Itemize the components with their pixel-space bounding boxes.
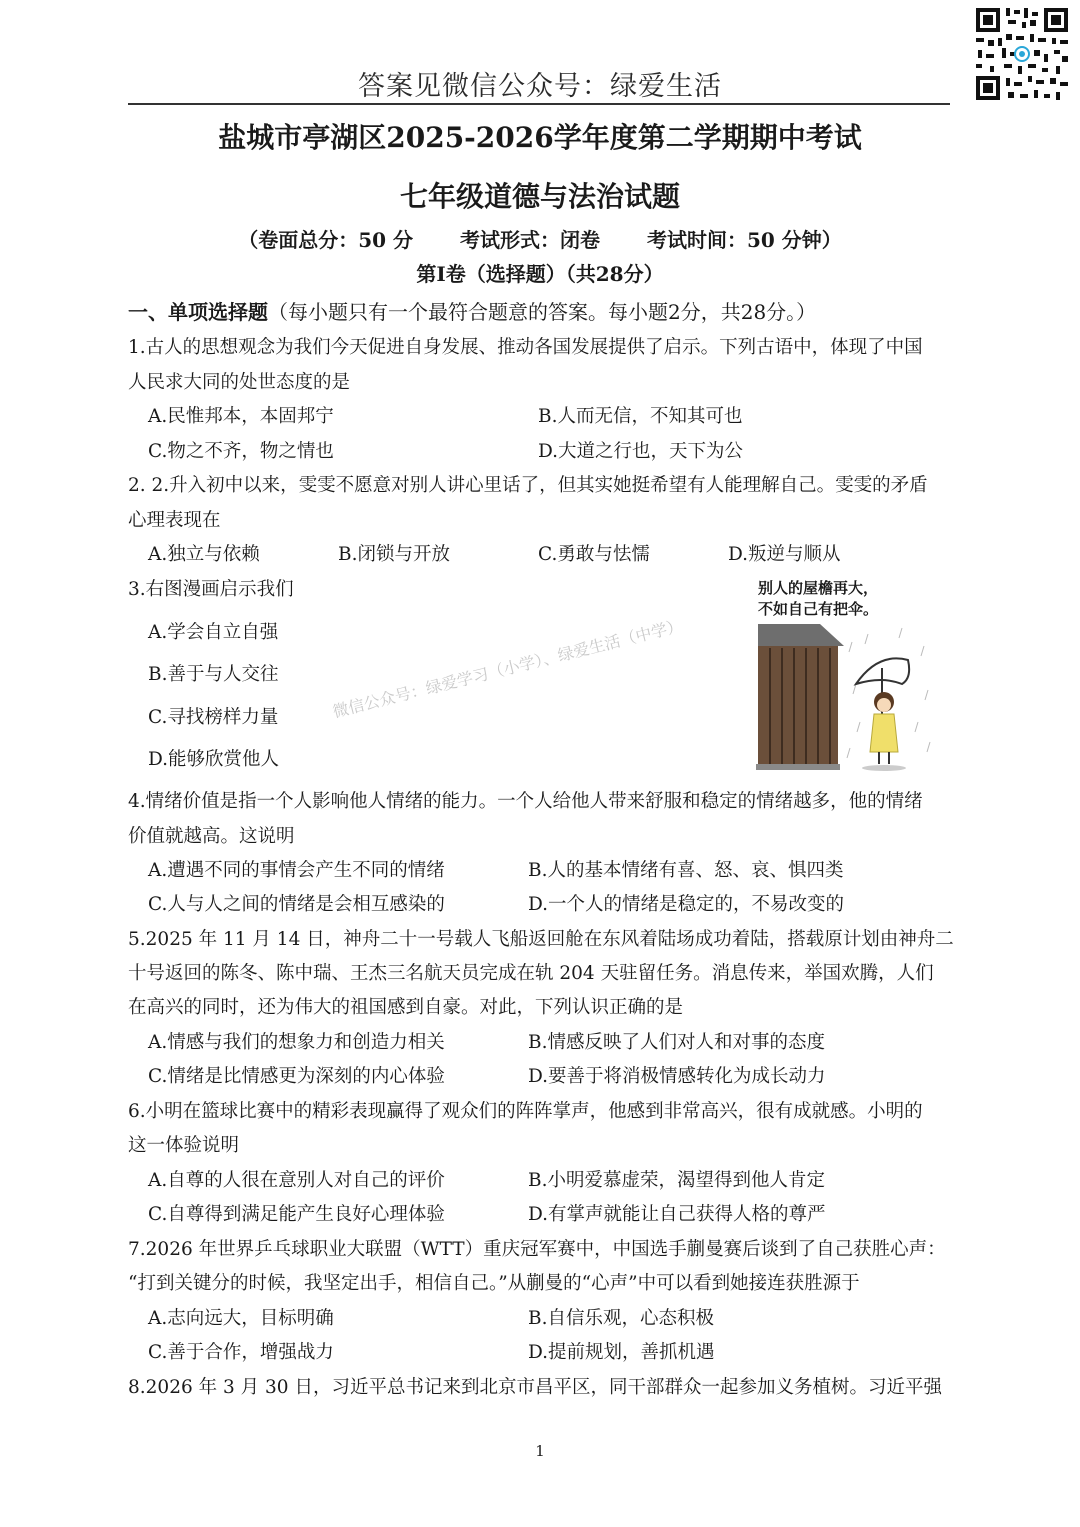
q3-stem: 3.右图漫画启示我们 xyxy=(128,579,294,600)
q4-option-d: D.一个人的情绪是稳定的，不易改变的 xyxy=(528,894,845,915)
q2-option-b: B.闭锁与开放 xyxy=(338,544,450,565)
q1-stem-line1: 1.古人的思想观念为我们今天促进自身发展、推动各国发展提供了启示。下列古语中，体现了中国 xyxy=(128,337,923,358)
q1-option-a: A.民惟邦本，本固邦宁 xyxy=(148,406,334,427)
q2-stem-line1: 2. 2.升入初中以来，雯雯不愿意对别人讲心里话了，但其实她挺希望有人能理解自己。雯雯的矛盾 xyxy=(128,475,928,496)
q4-option-a: A.遭遇不同的事情会产生不同的情绪 xyxy=(148,860,445,881)
q3-option-a: A.学会自立自强 xyxy=(148,622,279,643)
comic-caption-line1: 别人的屋檐再大， xyxy=(758,579,879,597)
q2-option-d: D.叛逆与顺从 xyxy=(728,544,841,565)
q7-option-d: D.提前规划，善抓机遇 xyxy=(528,1342,715,1363)
q4-stem-line1: 4.情绪价值是指一个人影响他人情绪的能力。一个人给他人带来舒服和稳定的情绪越多，他的情绪 xyxy=(128,791,923,812)
header-divider xyxy=(128,103,950,105)
watermark: 微信公众号：绿爱学习（小学）、绿爱生活（中学） xyxy=(330,615,685,722)
q2-option-c: C.勇敢与怯懦 xyxy=(538,544,650,565)
exam-total-score: （卷面总分：50 分 xyxy=(238,228,414,252)
q4-stem-line2: 价值就越高。这说明 xyxy=(128,826,295,847)
q6-stem-line1: 6.小明在篮球比赛中的精彩表现赢得了观众们的阵阵掌声，他感到非常高兴，很有成就感。小明的 xyxy=(128,1101,923,1122)
q6-option-c: C.自尊得到满足能产生良好心理体验 xyxy=(148,1204,445,1225)
exam-time: 考试时间：50 分钟） xyxy=(646,228,842,252)
comic-caption-line2: 不如自己有把伞。 xyxy=(758,600,879,618)
q2-option-a: A.独立与依赖 xyxy=(148,544,260,565)
section-instruction: （每小题只有一个最符合题意的答案。每小题2分，共28分。） xyxy=(268,300,817,324)
qr-code-icon xyxy=(972,4,1072,104)
q6-option-b: B.小明爱慕虚荣，渴望得到他人肯定 xyxy=(528,1170,825,1191)
q6-option-d: D.有掌声就能让自己获得人格的尊严 xyxy=(528,1204,826,1225)
q4-option-b: B.人的基本情绪有喜、怒、哀、惧四类 xyxy=(528,860,844,881)
page-number: 1 xyxy=(535,1442,545,1460)
q1-option-c: C.物之不齐，物之情也 xyxy=(148,441,334,462)
q7-option-c: C.善于合作，增强战力 xyxy=(148,1342,334,1363)
q1-option-d: D.大道之行也，天下为公 xyxy=(538,441,744,462)
exam-form: 考试形式：闭卷 xyxy=(460,228,600,252)
q7-stem-line2: “打到关键分的时候，我坚定出手，相信自己。”从蒯曼的“心声”中可以看到她接连获胜源于 xyxy=(128,1273,860,1294)
q1-option-b: B.人而无信，不知其可也 xyxy=(538,406,743,427)
q5-stem-line3: 在高兴的同时，还为伟大的祖国感到自豪。对此，下列认识正确的是 xyxy=(128,997,684,1018)
comic-caption xyxy=(758,578,878,620)
q8-stem-line1: 8.2026 年 3 月 30 日，习近平总书记来到北京市昌平区，同干部群众一起参加义务植树。习近平强 xyxy=(128,1377,942,1398)
q5-stem-line1: 5.2025 年 11 月 14 日，神舟二十一号载人飞船返回舱在东风着陆场成功着陆，搭载原计划由神舟二 xyxy=(128,929,954,950)
q4-option-c: C.人与人之间的情绪是会相互感染的 xyxy=(148,894,445,915)
exam-title: 盐城市亭湖区2025-2026学年度第二学期期中考试 xyxy=(218,121,862,154)
q3-option-b: B.善于与人交往 xyxy=(148,664,279,685)
q7-option-b: B.自信乐观，心态积极 xyxy=(528,1308,714,1329)
q6-option-a: A.自尊的人很在意别人对自己的评价 xyxy=(148,1170,445,1191)
q5-option-c: C.情绪是比情感更为深刻的内心体验 xyxy=(148,1066,445,1087)
section-heading: 一、单项选择题 xyxy=(128,300,268,324)
q3-option-c: C.寻找榜样力量 xyxy=(148,707,279,728)
q5-option-d: D.要善于将消极情感转化为成长动力 xyxy=(528,1066,826,1087)
part-title: 第Ⅰ卷（选择题）（共28分） xyxy=(416,262,664,286)
exam-info xyxy=(0,224,1080,253)
q5-stem-line2: 十号返回的陈冬、陈中瑞、王杰三名航天员完成在轨 204 天驻留任务。消息传来，举国欢腾，人们 xyxy=(128,963,934,984)
q7-option-a: A.志向远大，目标明确 xyxy=(148,1308,334,1329)
q2-stem-line2: 心理表现在 xyxy=(128,510,221,531)
section-title xyxy=(128,296,816,325)
exam-subtitle: 七年级道德与法治试题 xyxy=(399,180,680,213)
q3-option-d: D.能够欣赏他人 xyxy=(148,749,280,770)
q7-stem-line1: 7.2026 年世界乒乓球职业大联盟（WTT）重庆冠军赛中，中国选手蒯曼赛后谈到了自己获胜心声： xyxy=(128,1239,946,1260)
q1-stem-line2: 人民求大同的处世态度的是 xyxy=(128,372,351,393)
header-note: 答案见微信公众号：绿爱生活 xyxy=(358,71,722,102)
q5-option-a: A.情感与我们的想象力和创造力相关 xyxy=(148,1032,445,1053)
q6-stem-line2: 这一体验说明 xyxy=(128,1135,240,1156)
q5-option-b: B.情感反映了人们对人和对事的态度 xyxy=(528,1032,825,1053)
